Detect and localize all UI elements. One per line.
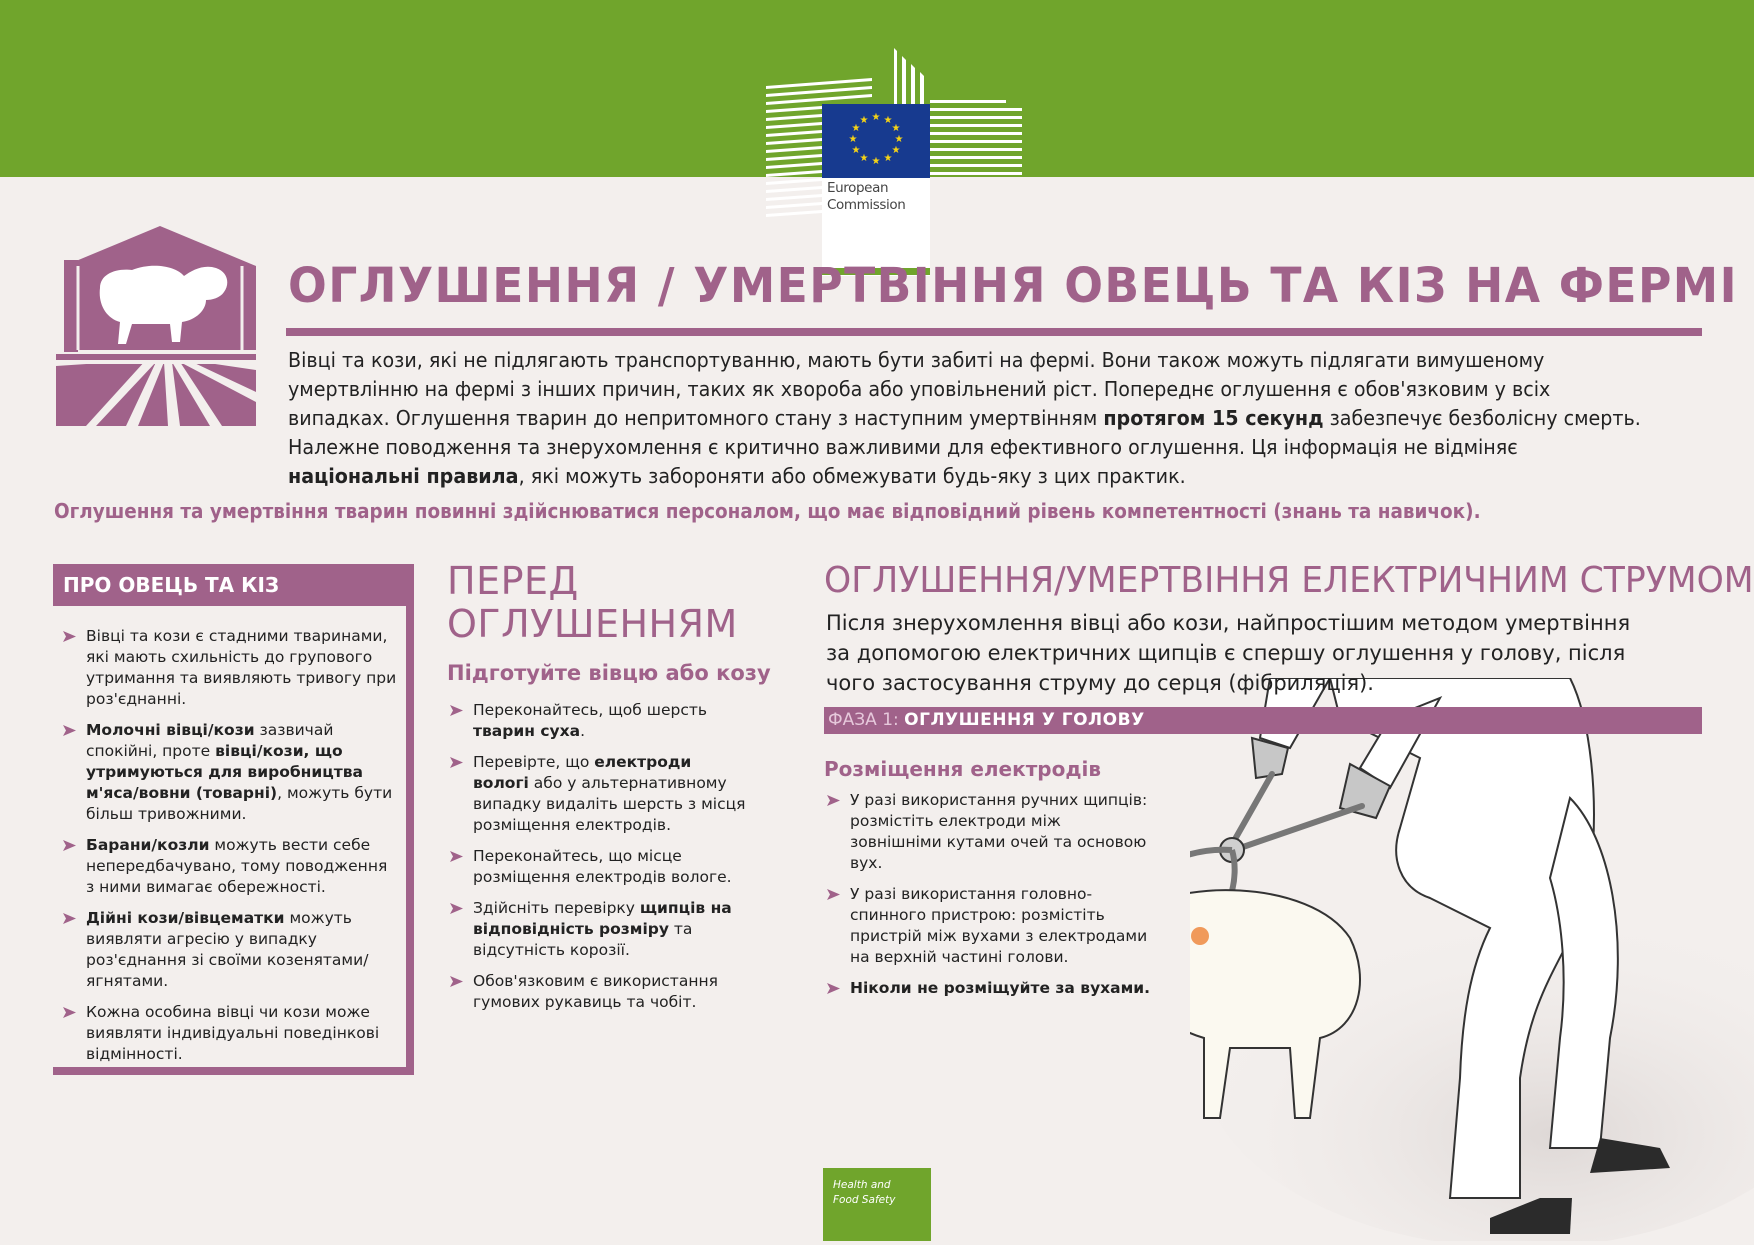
bullet-icon bbox=[449, 703, 464, 718]
list-item: Молочні вівці/кози зазвичай спокійні, проте вівці/кози, що утримуються для виробництва м'яса/вовни (товарні), можуть бути більш тривожними. bbox=[60, 720, 400, 825]
bullet-icon bbox=[449, 901, 464, 916]
before-stunning-subtitle: Підготуйте вівцю або козу bbox=[447, 661, 771, 685]
before-stunning-title: ПЕРЕД ОГЛУШЕННЯМ bbox=[447, 559, 738, 646]
svg-text:★: ★ bbox=[859, 153, 869, 164]
electrode-placement-subtitle: Розміщення електродів bbox=[824, 757, 1102, 781]
list-item: Переконайтесь, щоб шерсть тварин суха. bbox=[447, 700, 747, 742]
bullet-icon bbox=[62, 911, 77, 926]
bullet-icon bbox=[826, 981, 841, 996]
farm-sheep-icon bbox=[56, 226, 256, 426]
european-commission-logo bbox=[766, 48, 1022, 230]
page-title: ОГЛУШЕННЯ / УМЕРТВІННЯ ОВЕЦЬ ТА КІЗ НА ФЕРМІ bbox=[288, 258, 1738, 314]
list-item: Ніколи не розміщуйте за вухами. bbox=[824, 978, 1154, 999]
bullet-icon bbox=[62, 629, 77, 644]
svg-text:★: ★ bbox=[871, 112, 881, 123]
svg-text:★: ★ bbox=[851, 145, 861, 156]
bullet-icon bbox=[449, 755, 464, 770]
bullet-icon bbox=[62, 1005, 77, 1020]
svg-text:★: ★ bbox=[894, 134, 904, 145]
bullet-icon bbox=[62, 723, 77, 738]
logo-text: European Commission bbox=[827, 180, 906, 213]
health-food-safety-tag: Health and Food Safety bbox=[823, 1168, 931, 1241]
bullet-icon bbox=[62, 838, 77, 853]
sheep-stunning-illustration bbox=[1190, 678, 1754, 1241]
phase-1-bar: ФАЗА 1: ОГЛУШЕННЯ У ГОЛОВУ bbox=[824, 707, 1702, 734]
list-item: Барани/козли можуть вести себе непередбачувано, тому поводження з ними вимагає обережності. bbox=[60, 835, 400, 898]
svg-text:★: ★ bbox=[871, 156, 881, 167]
svg-text:★: ★ bbox=[891, 123, 901, 134]
about-header: ПРО ОВЕЦЬ ТА КІЗ bbox=[53, 564, 414, 606]
svg-text:★: ★ bbox=[883, 153, 893, 164]
svg-text:★: ★ bbox=[851, 123, 861, 134]
list-item: Обов'язковим є використання гумових рукавиць та чобіт. bbox=[447, 971, 747, 1013]
about-list bbox=[60, 626, 400, 1075]
before-list bbox=[447, 700, 747, 1023]
list-item: Кожна особина вівці чи кози може виявляти індивідуальні поведінкові відмінності. bbox=[60, 1002, 400, 1065]
list-item: Перевірте, що електроди вологі або у альтернативному випадку видаліть шерсть з місця розміщення електродів. bbox=[447, 752, 747, 836]
list-item: У разі використання ручних щипців: розмістіть електроди між зовнішніми кутами очей та основою вух. bbox=[824, 790, 1154, 874]
svg-text:★: ★ bbox=[891, 145, 901, 156]
eu-flag-icon bbox=[822, 104, 930, 178]
bullet-icon bbox=[449, 974, 464, 989]
intro-paragraph: Вівці та кози, які не підлягають транспортуванню, мають бути забиті на фермі. Вони також можуть підлягати вимушеному умертвлінню на фермі з інших причин, таких як хвороба або уповільнений ріст. Попереднє оглушення є обов'язковим у всіх випадках. Оглушення тварин до непритомного стану з наступним умертвінням протягом 15 секунд забезпечує безболісну смерть. Належне поводження та знерухомлення є критично важливими для ефективного оглушення. Ця інформація не відміняє національні правила, які можуть забороняти або обмежувати будь-яку з цих практик. bbox=[288, 348, 1641, 488]
title-rule bbox=[286, 328, 1702, 336]
list-item: Вівці та кози є стадними тваринами, які мають схильність до групового утримання та виявляють тривогу при роз'єднанні. bbox=[60, 626, 400, 710]
bullet-icon bbox=[826, 887, 841, 902]
electric-stunning-title: ОГЛУШЕННЯ/УМЕРТВІННЯ ЕЛЕКТРИЧНИМ СТРУМОМ bbox=[824, 560, 1754, 601]
competence-note: Оглушення та умертвіння тварин повинні здійснюватися персоналом, що має відповідний рівень компетентності (знань та навичок). bbox=[54, 499, 1481, 523]
electrode-list bbox=[824, 790, 1154, 1009]
list-item: У разі використання головно-спинного пристрою: розмістіть пристрій між вухами з електродами на верхній частині голови. bbox=[824, 884, 1154, 968]
svg-text:★: ★ bbox=[848, 134, 858, 145]
svg-text:★: ★ bbox=[859, 115, 869, 126]
list-item: Здійсніть перевірку щипців на відповідність розміру та відсутність корозії. bbox=[447, 898, 747, 961]
list-item: Переконайтесь, що місце розміщення електродів вологе. bbox=[447, 846, 747, 888]
svg-text:★: ★ bbox=[883, 115, 893, 126]
bullet-icon bbox=[449, 849, 464, 864]
electric-stunning-text: Після знерухомлення вівці або кози, найпростішим методом умертвіння за допомогою електричних щипців є спершу оглушення у голову, після чого застосування струму до серця (фібриляція). bbox=[826, 611, 1631, 695]
bullet-icon bbox=[826, 793, 841, 808]
list-item: Дійні кози/вівцематки можуть виявляти агресію у випадку роз'єднання зі своїми козенятами/ягнятами. bbox=[60, 908, 400, 992]
